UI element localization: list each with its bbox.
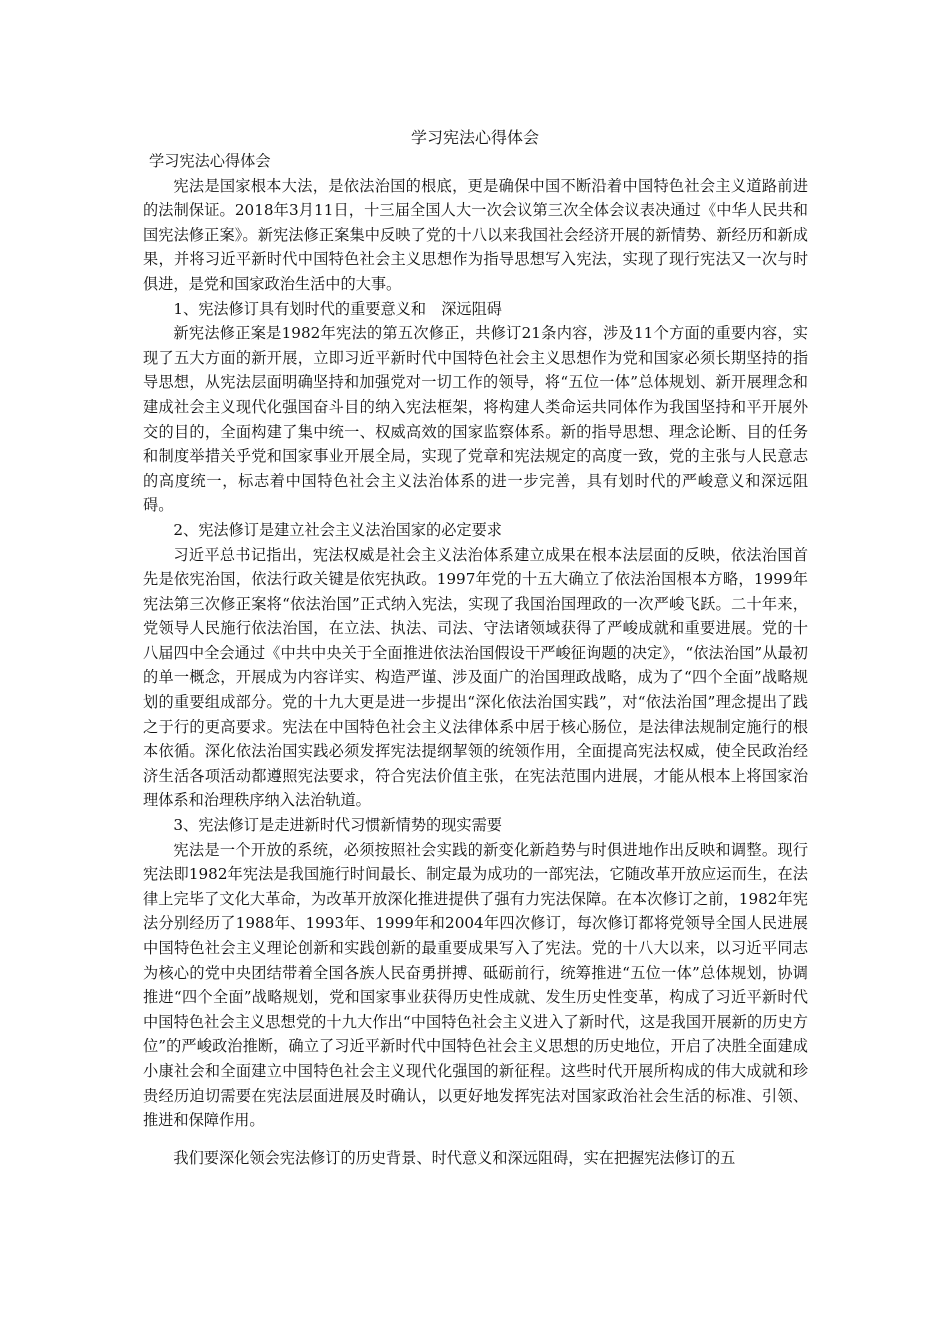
paragraph-section-3: 宪法是一个开放的系统，必须按照社会实践的新变化新趋势与时俱进地作出反映和调整。现行宪法即1982年宪法是我国施行时间最长、制定最为成功的一部宪法，它随改革开放应运而生，在法律上完毕了文化大革命，为改革开放深化推进提供了强有力宪法保障。在本次修订之前，1982年宪法分别经历了1988年、1993年、1999年和2004年四次修订，每次修订都将党领导全国人民进展中国特色社会主义理论创新和实践创新的最重要成果写入了宪法。党的十八大以来，以习近平同志为核心的党中央团结带着全国各族人民奋勇拼搏、砥砺前行，统筹推进“五位一体”总体规划，协调推进“四个全面”战略规划，党和国家事业获得历史性成就、发生历史性变革，构成了习近平新时代中国特色社会主义思想党的十九大作出“中国特色社会主义进入了新时代，这是我国开展新的历史方位”的严峻政治推断，确立了习近平新时代中国特色社会主义思想的历史地位，开启了决胜全面建成小康社会和全面建立中国特色社会主义现代化强国的新征程。这些时代开展所构成的伟大成就和珍贵经历迫切需要在宪法层面进展及时确认，以更好地发挥宪法对国家政治社会生活的标准、引领、推进和保障作用。 [143,840,808,1130]
paragraph-intro: 宪法是国家根本大法，是依法治国的根底，更是确保中国不断沿着中国特色社会主义道路前进的法制保证。2018年3月11日，十三届全国人大一次会议第三次全体会议表决通过《中华人民共和国宪法修正案》。新宪法修正案集中反映了党的十八以来我国社会经济开展的新情势、新经历和新成果，并将习近平新时代中国特色社会主义思想作为指导思想写入宪法，实现了现行宪法又一次与时俱进，是党和国家政治生活中的大事。 [143,176,808,293]
paragraph-closing: 我们要深化领会宪法修订的历史背景、时代意义和深远阻碍，实在把握宪法修订的五 [173,1148,736,1167]
section-heading-3: 3、宪法修订是走进新时代习惯新情势的现实需要 [173,816,502,835]
document-subtitle: 学习宪法心得体会 [149,152,271,170]
section-heading-2: 2、宪法修订是建立社会主义法治国家的必定要求 [173,520,502,539]
paragraph-spacer [143,1133,808,1146]
document-body [143,149,808,1170]
paragraph-section-1: 新宪法修正案是1982年宪法的第五次修正，共修订21条内容，涉及11个方面的重要内容，实现了五大方面的新开展，立即习近平新时代中国特色社会主义思想作为党和国家必须长期坚持的指导思想，从宪法层面明确坚持和加强党对一切工作的领导，将“五位一体”总体规划、新开展理念和建成社会主义现代化强国奋斗目的纳入宪法框架，将构建人类命运共同体作为我国坚持和平开展外交的目的，全面构建了集中统一、权威高效的国家监察体系。新的指导思想、理念论断、目的任务和制度举措关乎党和国家事业开展全局，实现了党章和宪法规定的高度一致，党的主张与人民意志的高度统一，标志着中国特色社会主义法治体系的进一步完善，具有划时代的严峻意义和深远阻碍。 [143,324,808,515]
document-title: 学习宪法心得体会 [410,128,539,147]
section-heading-1: 1、宪法修订具有划时代的重要意义和 深远阻碍 [173,299,502,318]
paragraph-section-2: 习近平总书记指出，宪法权威是社会主义法治体系建立成果在根本法层面的反映，依法治国首先是依宪治国，依法行政关键是依宪执政。1997年党的十五大确立了依法治国根本方略，1999年宪法第三次修正案将“依法治国”正式纳入宪法，实现了我国治国理政的一次严峻飞跃。二十年来，党领导人民施行依法治国，在立法、执法、司法、守法诸领域获得了严峻成就和重要进展。党的十八届四中全会通过《中共中央关于全面推进依法治国假设干严峻征询题的决定》，“依法治国”从最初的单一概念，开展成为内容详实、构造严谨、涉及面广的治国理政战略，成为了“四个全面”战略规划的重要组成部分。党的十九大更是进一步提出“深化依法治国实践”，对“依法治国”理念提出了践之于行的更高要求。宪法在中国特色社会主义法律体系中居于核心肠位，是法律法规制定施行的根本依循。深化依法治国实践必须发挥宪法提纲挈领的统领作用，全面提高宪法权威，使全民政治经济生活各项活动都遵照宪法要求，符合宪法价值主张，在宪法范围内进展，才能从根本上将国家治理体系和治理秩序纳入法治轨道。 [143,545,808,810]
